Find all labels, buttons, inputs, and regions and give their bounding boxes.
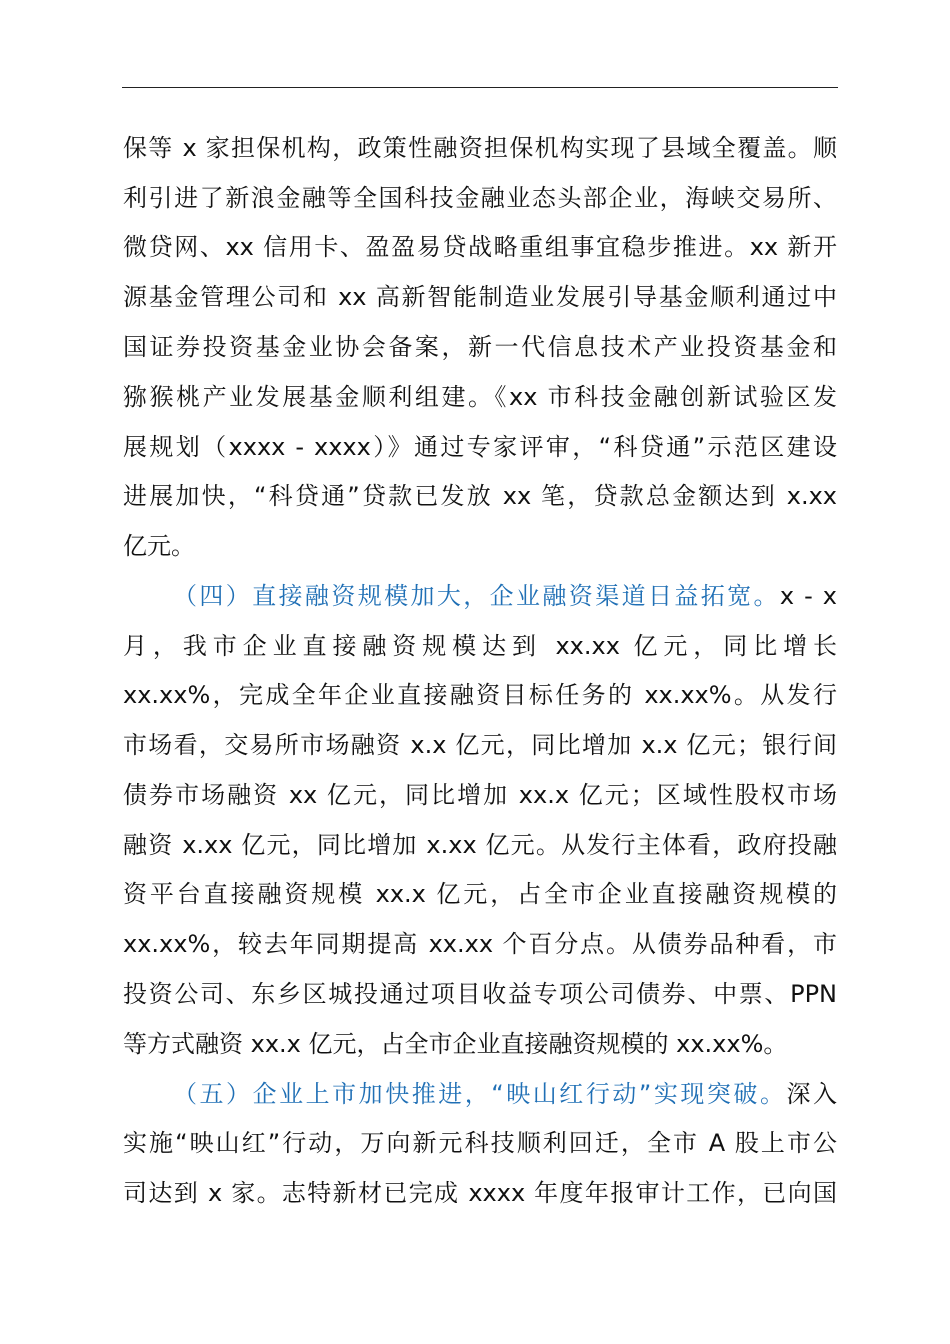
section-5-line: 司达到 x 家。志特新材已完成 xxxx 年度年报审计工作，已向国 <box>123 1179 837 1207</box>
body-line: 猕猴桃产业发展基金顺利组建。《xx 市科技金融创新试验区发 <box>123 383 837 411</box>
body-line: 国证券投资基金业协会备案，新一代信息技术产业投资基金和 <box>123 333 837 361</box>
section-4-line: 市场看，交易所市场融资 x.x 亿元，同比增加 x.x 亿元；银行间 <box>123 731 837 759</box>
body-line: 微贷网、xx 信用卡、盈盈易贷战略重组事宜稳步推进。xx 新开 <box>123 233 837 261</box>
section-4-line: xx.xx%，完成全年企业直接融资目标任务的 xx.xx%。从发行 <box>123 681 837 709</box>
section-4-heading-tail: x - x <box>779 582 837 610</box>
body-line: 源基金管理公司和 xx 高新智能制造业发展引导基金顺利通过中 <box>123 283 837 311</box>
section-5-line: 实施“映山红”行动，万向新元科技顺利回迁，全市 A 股上市公 <box>123 1129 837 1157</box>
section-5-first-line <box>173 1076 837 1112</box>
body-line: 保等 x 家担保机构，政策性融资担保机构实现了县域全覆盖。顺 <box>123 134 837 162</box>
section-5-heading-tail: 深入 <box>786 1080 837 1108</box>
section-5-heading: （五）企业上市加快推进，“映山红行动”实现突破。 <box>173 1080 787 1108</box>
header-rule <box>122 87 838 88</box>
section-4-heading: （四）直接融资规模加大，企业融资渠道日益拓宽。 <box>173 582 780 610</box>
body-line: 进展加快，“科贷通”贷款已发放 xx 笔，贷款总金额达到 x.xx <box>123 482 837 510</box>
body-line: 利引进了新浪金融等全国科技金融业态头部企业，海峡交易所、 <box>123 184 837 212</box>
section-4-line: 月，我市企业直接融资规模达到 xx.xx 亿元，同比增长 <box>123 632 837 660</box>
section-4-line: 融资 x.xx 亿元，同比增加 x.xx 亿元。从发行主体看，政府投融 <box>123 831 837 859</box>
section-4-line: 投资公司、东乡区城投通过项目收益专项公司债券、中票、PPN <box>123 980 837 1008</box>
body-line: 展规划（xxxx - xxxx）》通过专家评审，“科贷通”示范区建设 <box>123 433 837 461</box>
section-4-line: 等方式融资 xx.x 亿元，占全市企业直接融资规模的 xx.xx%。 <box>123 1030 788 1058</box>
section-4-line: 资平台直接融资规模 xx.x 亿元，占全市企业直接融资规模的 <box>123 880 837 908</box>
section-4-first-line <box>173 578 837 614</box>
section-4-line: xx.xx%，较去年同期提高 xx.xx 个百分点。从债券品种看，市 <box>123 930 837 958</box>
section-4-line: 债券市场融资 xx 亿元，同比增加 xx.x 亿元；区域性股权市场 <box>123 781 837 809</box>
body-line: 亿元。 <box>123 532 195 560</box>
